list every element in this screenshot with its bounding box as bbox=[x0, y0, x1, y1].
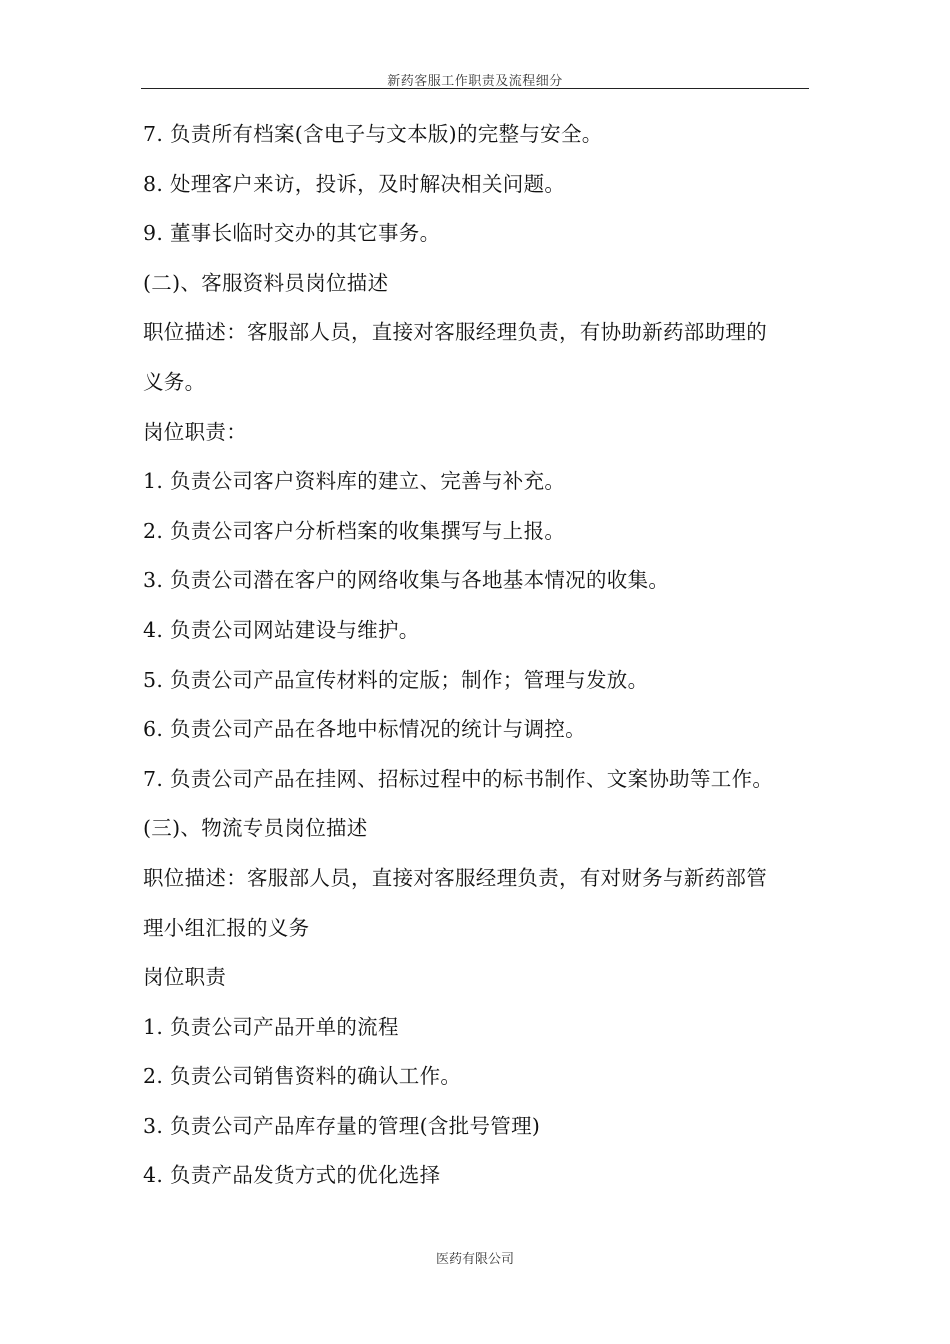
item-9-other-tasks: 9. 董事长临时交办的其它事务。 bbox=[143, 221, 441, 246]
job-description-line-2: 义务。 bbox=[143, 369, 206, 394]
logistics-duty-item-4: 4. 负责产品发货方式的优化选择 bbox=[143, 1163, 441, 1188]
job-description-line-1: 职位描述：客服部人员，直接对客服经理负责，有协助新药部助理的 bbox=[143, 320, 767, 345]
duty-item-3: 3. 负责公司潜在客户的网络收集与各地基本情况的收集。 bbox=[143, 568, 670, 593]
document-body bbox=[143, 110, 813, 1201]
item-8-visits: 8. 处理客户来访，投诉，及时解决相关问题。 bbox=[143, 171, 566, 196]
logistics-description-line-2: 理小组汇报的义务 bbox=[143, 915, 310, 940]
section-heading-2: (二)、客服资料员岗位描述 bbox=[143, 270, 389, 295]
item-7-archives: 7. 负责所有档案(含电子与文本版)的完整与安全。 bbox=[143, 122, 603, 146]
logistics-description-line-1: 职位描述：客服部人员，直接对客服经理负责，有对财务与新药部管 bbox=[143, 865, 767, 890]
logistics-duty-item-2: 2. 负责公司销售资料的确认工作。 bbox=[143, 1064, 462, 1089]
duties-heading: 岗位职责： bbox=[143, 419, 247, 444]
duty-item-1: 1. 负责公司客户资料库的建立、完善与补充。 bbox=[143, 469, 566, 494]
logistics-duty-item-1: 1. 负责公司产品开单的流程 bbox=[143, 1014, 399, 1039]
logistics-duty-item-3: 3. 负责公司产品库存量的管理(含批号管理) bbox=[143, 1113, 541, 1138]
page-footer: 医药有限公司 bbox=[435, 1252, 514, 1267]
header-divider bbox=[141, 88, 809, 89]
duty-item-2: 2. 负责公司客户分析档案的收集撰写与上报。 bbox=[143, 518, 566, 543]
duty-item-6: 6. 负责公司产品在各地中标情况的统计与调控。 bbox=[143, 717, 586, 742]
duty-item-4: 4. 负责公司网站建设与维护。 bbox=[143, 617, 420, 642]
page-header: 新药客服工作职责及流程细分 bbox=[387, 74, 563, 89]
duty-item-7: 7. 负责公司产品在挂网、招标过程中的标书制作、文案协助等工作。 bbox=[143, 766, 774, 791]
section-heading-3: (三)、物流专员岗位描述 bbox=[143, 816, 368, 841]
duty-item-5: 5. 负责公司产品宣传材料的定版；制作；管理与发放。 bbox=[143, 667, 649, 692]
logistics-duties-heading: 岗位职责 bbox=[143, 965, 227, 990]
